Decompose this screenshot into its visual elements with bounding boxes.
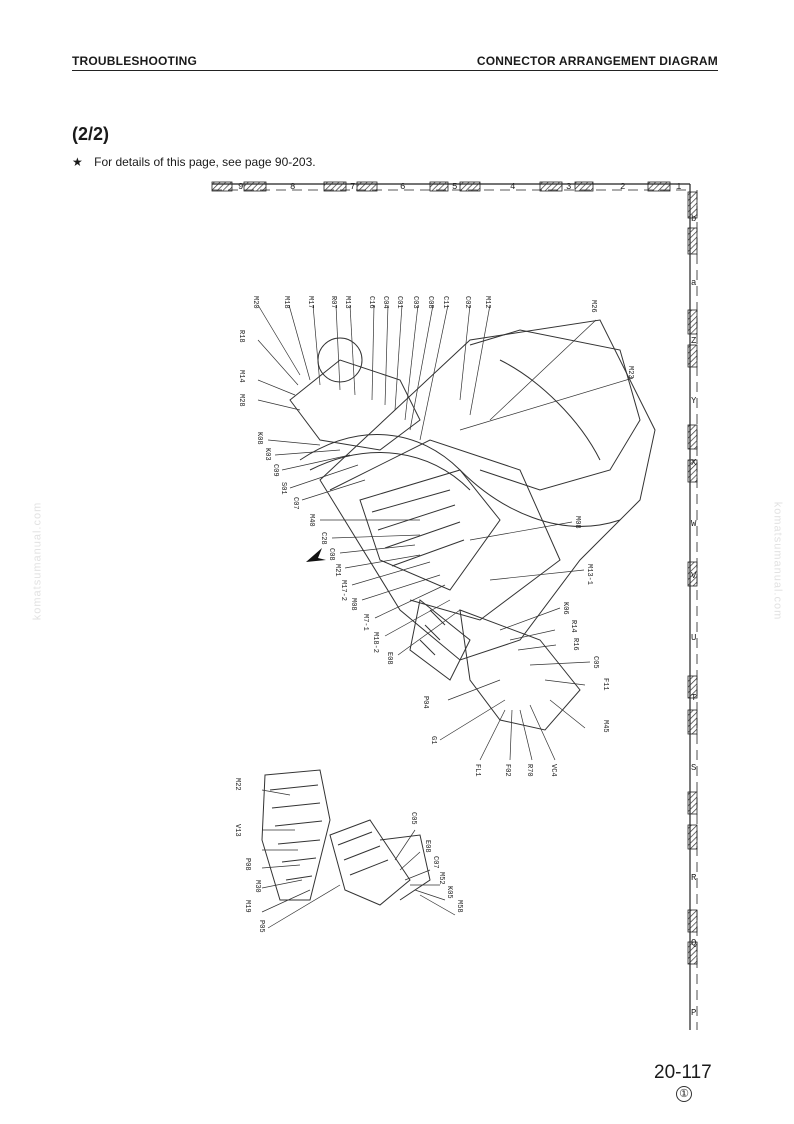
callout-label: C05 (591, 656, 599, 669)
callout-label: C04 (381, 296, 389, 309)
frame-label-right: Q (691, 938, 697, 948)
callout-label: VC4 (549, 764, 557, 777)
callout-label: M22 (233, 778, 241, 791)
lower-assembly (262, 770, 430, 905)
frame-label-right: Y (691, 396, 697, 406)
page-number: 20-117 (654, 1062, 712, 1083)
callout-label: R18 (237, 330, 245, 343)
frame-label-top: 4 (510, 182, 516, 192)
watermark-right: komatsumanual.com (771, 501, 784, 621)
callout-label: F02 (503, 764, 511, 777)
callout-label: M28 (237, 394, 245, 407)
watermark-left: komatsumanual.com (31, 501, 44, 621)
callout-label: M18 (282, 296, 290, 309)
frame-label-right: R (691, 873, 697, 883)
callout-label: K05 (445, 886, 453, 899)
header-right-title: CONNECTOR ARRANGEMENT DIAGRAM (476, 54, 718, 68)
callout-label: R16 (571, 638, 579, 651)
callout-label: C28 (319, 532, 327, 545)
frame-label-top: 2 (620, 182, 626, 192)
callout-label: M13 (343, 296, 351, 309)
callout-label: M08 (573, 516, 581, 529)
callout-label: P08 (243, 858, 251, 871)
frame-label-top: 5 (452, 182, 458, 192)
callout-label: M40 (307, 514, 315, 527)
callout-label: M13-1 (585, 564, 593, 586)
revision-mark: ① (676, 1086, 692, 1102)
callout-label: M19 (243, 900, 251, 913)
frame-label-top: 3 (566, 182, 572, 192)
callout-label: C08 (327, 548, 335, 561)
callout-label: E08 (385, 652, 393, 665)
star-icon: ★ (72, 155, 83, 169)
callout-label: P04 (421, 696, 429, 709)
frame-label-right: X (691, 458, 697, 468)
callout-label: M45 (601, 720, 609, 733)
callout-label: M7-1 (361, 614, 369, 631)
callout-label: C09 (271, 464, 279, 477)
frame-label-right: U (691, 633, 697, 643)
callout-label: M30 (253, 880, 261, 893)
frame-label-top: 9 (238, 182, 244, 192)
callout-label: K08 (255, 432, 263, 445)
callout-label: FL1 (473, 764, 481, 777)
callout-label: C07 (291, 497, 299, 510)
frame-label-right: T (691, 693, 697, 703)
callout-label: C01 (395, 296, 403, 309)
frame-label-right: P (691, 1008, 697, 1018)
view-arrow (306, 548, 326, 562)
note-text: For details of this page, see page 90-203. (94, 155, 316, 169)
frame-label-right: W (691, 519, 697, 529)
callout-label: R07 (329, 296, 337, 309)
callout-label: R70 (525, 764, 533, 777)
callout-label: C07 (431, 856, 439, 869)
callout-label: M52 (437, 872, 445, 885)
section-title: (2/2) (72, 124, 110, 144)
callout-label: M14 (237, 370, 245, 383)
grid-frame (212, 184, 697, 1030)
callout-label: K03 (263, 448, 271, 461)
callout-label: M26 (589, 300, 597, 313)
callout-label: C02 (463, 296, 471, 309)
callout-label: M12 (483, 296, 491, 309)
callout-label: M18-2 (371, 632, 379, 654)
callout-label: F11 (601, 678, 609, 691)
frame-label-right: V (691, 571, 697, 581)
callout-label: M58 (455, 900, 463, 913)
header-left-title: TROUBLESHOOTING (72, 54, 197, 68)
callout-label: R14 (569, 620, 577, 633)
callout-label: E08 (423, 840, 431, 853)
callout-label: C03 (411, 296, 419, 309)
callout-label: C05 (409, 812, 417, 825)
frame-label-right: b (691, 214, 697, 224)
callout-label: G1 (429, 736, 437, 745)
callout-label: M17-2 (339, 580, 347, 602)
callout-label: P05 (257, 920, 265, 933)
callout-label: C11 (441, 296, 449, 309)
callout-label: V13 (233, 824, 241, 837)
frame-label-right: S (691, 763, 697, 773)
frame-label-top: 6 (400, 182, 406, 192)
callout-label: M21 (333, 564, 341, 577)
callout-label: M17 (306, 296, 314, 309)
machine-outline (290, 320, 655, 730)
frame-label-right: Z (691, 336, 697, 346)
leader-lines (258, 305, 633, 928)
callout-label: C16 (367, 296, 375, 309)
frame-label-top: 1 (676, 182, 682, 192)
callout-label: M20 (251, 296, 259, 309)
callout-label: M08 (349, 598, 357, 611)
callout-label: S01 (279, 482, 287, 495)
callouts-main (237, 296, 634, 777)
callout-label: C08 (426, 296, 434, 309)
frame-label-top: 7 (350, 182, 356, 192)
frame-label-right: a (691, 278, 697, 288)
callout-label: K06 (561, 602, 569, 615)
frame-label-top: 8 (290, 182, 296, 192)
callout-label: M23 (626, 366, 634, 379)
